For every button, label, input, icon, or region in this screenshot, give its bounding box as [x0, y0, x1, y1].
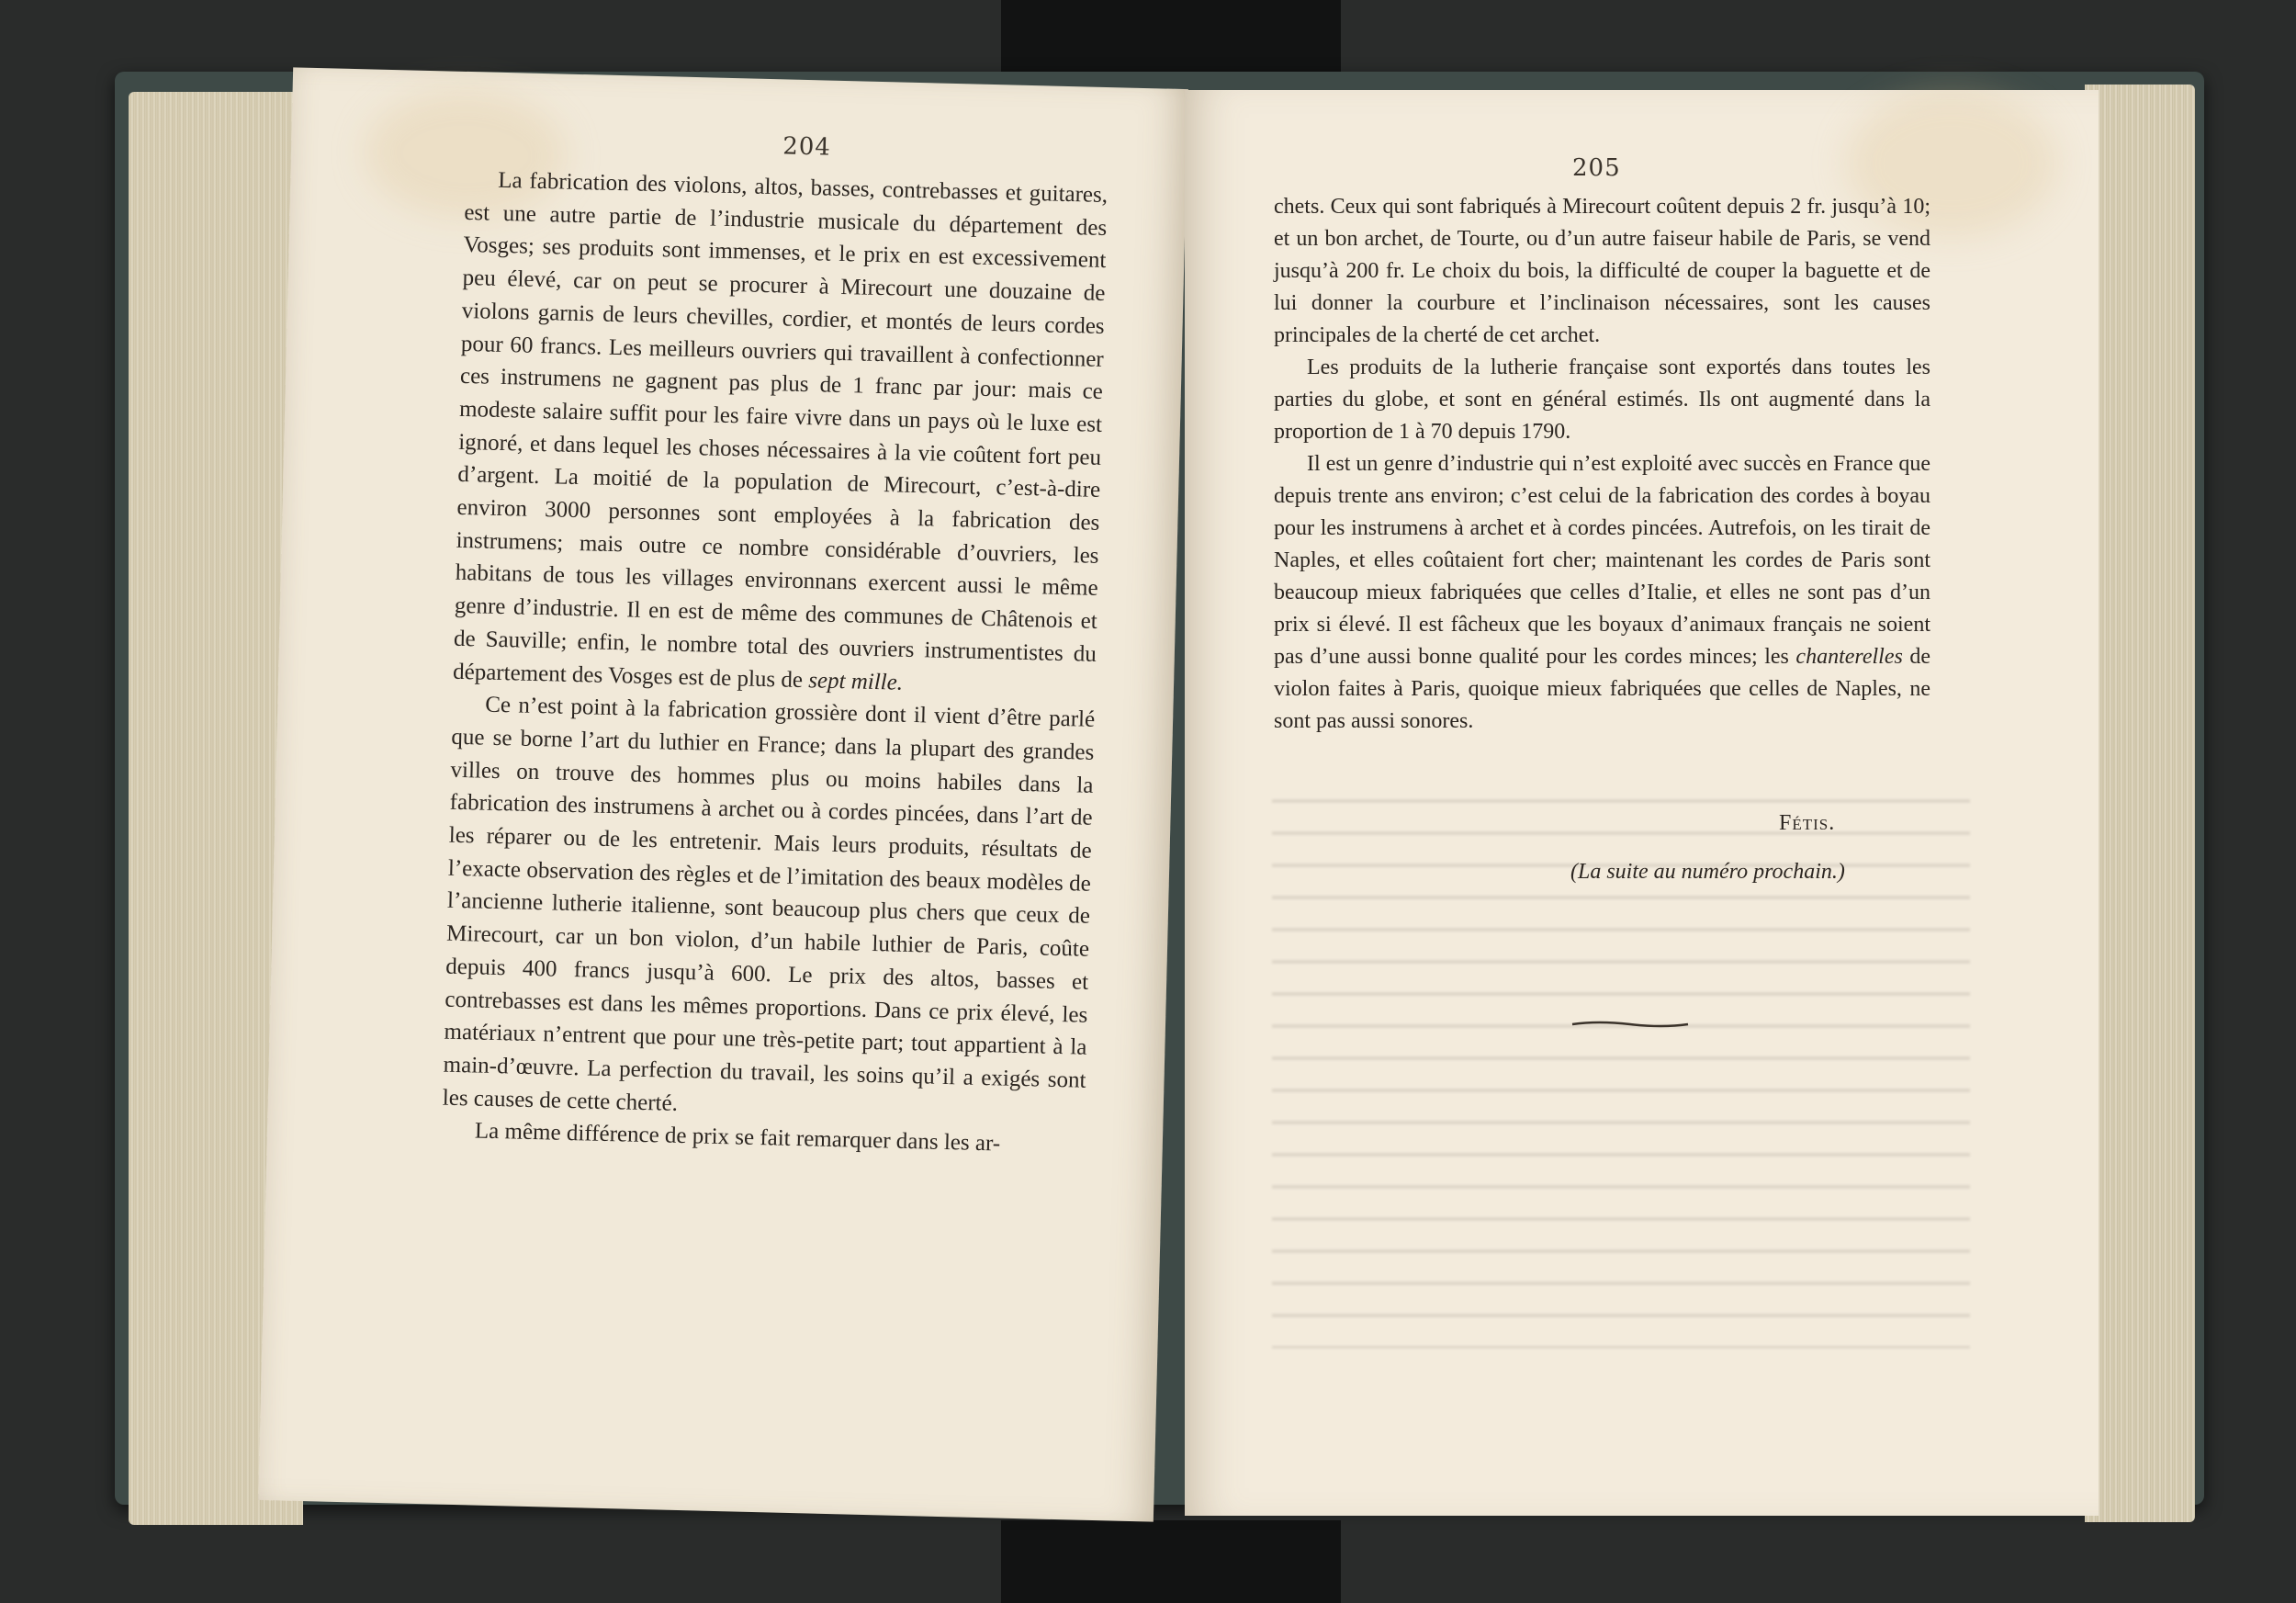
paragraph: Les produits de la lutherie française sont exportés dans toutes les parties du globe, et sont en général estimés. Ils ont augmenté dans la proportion de 1 à 70 depuis 1790.	[1274, 356, 1930, 444]
paragraph-text: Il est un genre d’industrie qui n’est exploité avec succès en France que depuis trente ans environ; c’est celui de la fabrication des cordes à boyau pour les instrumens à archet et à cordes pincées. Autrefois, on les tirait de Naples, et elles coûtaient fort cher; maintenant les cordes de Paris sont beaucoup mieux fabriquées que celles d’Italie, et elles ne sont pas d’un prix si élevé. Il est fâcheux que les boyaux d’animaux français ne soient pas d’une aussi bonne qualité pour les cordes minces; les	[1274, 452, 1930, 669]
paragraph-text: de violon faites à Paris, quoique mieux fabriquées que celles de Naples, ne sont pas aussi sonores.	[1274, 645, 1931, 733]
paragraph	[1274, 448, 1930, 738]
paragraph: chets. Ceux qui sont fabriqués à Mirecourt coûtent depuis 2 fr. jusqu’à 10; et un bon archet, de Tourte, ou d’un autre faiseur habile de Paris, se vend jusqu’à 200 fr. Le choix du bois, la difficulté de couper la baguette et de lui donner la courbure et l’inclinaison nécessaires, sont les causes principales de la cherté de cet archet.	[1274, 195, 1930, 347]
scanner-background-top	[1001, 0, 1341, 73]
page-number-right: 205	[1572, 154, 1621, 182]
italic-text: chanterelles	[1795, 645, 1903, 669]
page-number-left: 204	[782, 132, 832, 162]
right-page-text	[1274, 191, 1930, 738]
page-edges-right	[2085, 85, 2195, 1522]
scanner-background-bottom	[1001, 1520, 1341, 1603]
paragraph: La même différence de prix se fait remarquer dans les ar-	[474, 1118, 1001, 1157]
paragraph: Ce n’est point à la fabrication grossière dont il vient d’être parlé que se borne l’art du luthier en France; dans la plupart des grandes villes on trouve des hommes plus ou moins habiles dans la fabrication des instrumens à archet ou à cordes pincées, dans l’art de les réparer ou de les entretenir. Mais leurs produits, résultats de l’exacte observation des règles et de l’imitation des beaux modèles de l’ancienne lutherie italienne, sont beaucoup plus chers que ceux de Mirecourt, car un bon violon, d’un habile luthier de Paris, coûte depuis 400 francs jusqu’à 600. Le prix des altos, basses et contrebasses est dans les mêmes proportions. Dans ce prix élevé, les matériaux n’entrent que pour une très-petite part; tout appartient à la main-d’œuvre. La perfection du travail, les soins qu’il a exigés sont les causes de cette cherté.	[442, 692, 1096, 1116]
italic-text: sept mille.	[807, 667, 904, 695]
right-page	[1185, 90, 2099, 1516]
continuation-note: (La suite au numéro prochain.)	[1570, 860, 1845, 884]
paragraph-text: La fabrication des violons, altos, basses, contrebasses et guitares, est une autre partie de l’industrie musicale du département des Vosges; ses produits sont immenses, et le prix en est excessivement peu élevé, car on peut se procurer à Mirecourt une douzaine de violons garnis de leurs chevilles, cordier, et montés de leurs cordes pour 60 francs. Les meilleurs ouvriers qui travaillent à confectionner ces instrumens ne gagnent pas plus de 1 franc par jour: mais ce modeste salaire suffit pour les faire vivre dans un pays où le luxe est ignoré, et dans lequel les choses nécessaires à la vie coûtent fort peu d’argent. La moitié de la population de Mirecourt, c’est-à-dire environ 3000 personnes sont employées à la fabrication des instrumens; mais outre ce nombre considérable d’ouvriers, les habitans de tous les villages environnans exercent aussi le même genre d’industrie. Il en est de même des communes de Châtenois et de Sauville; enfin, le nombre total des ouvriers instrumentistes du département des Vosges est de plus de	[452, 167, 1109, 693]
left-page	[258, 67, 1188, 1521]
author-signature: Fétis.	[1779, 811, 1836, 835]
left-page-text	[442, 164, 1109, 1163]
ornament-rule	[1570, 1021, 1690, 1028]
paragraph	[453, 164, 1109, 704]
